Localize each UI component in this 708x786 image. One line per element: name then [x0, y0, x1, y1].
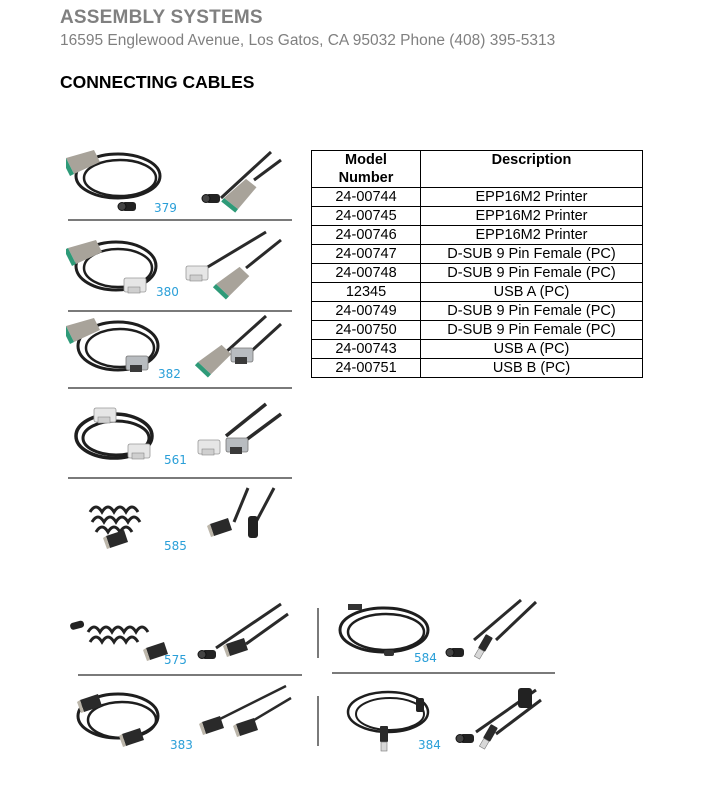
table-row: [312, 207, 643, 226]
cable-label-380: 380: [156, 285, 179, 299]
cable-label-575: 575: [164, 653, 187, 667]
cable-panel-561: [66, 396, 292, 476]
description-cell: EPP16M2 Printer: [421, 226, 643, 245]
divider: [332, 672, 555, 674]
model-cell: 24-00749: [312, 302, 421, 321]
cable-image-584: [326, 596, 556, 670]
cable-panel-380: [66, 228, 292, 308]
cable-panel-379: [66, 140, 292, 220]
model-table: [311, 150, 643, 378]
model-cell: 24-00743: [312, 340, 421, 359]
cable-panel-585: [66, 482, 292, 562]
description-cell: USB A (PC): [421, 340, 643, 359]
cable-label-379: 379: [154, 201, 177, 215]
table-header-row: [312, 151, 643, 188]
model-cell: 24-00748: [312, 264, 421, 283]
description-cell: EPP16M2 Printer: [421, 207, 643, 226]
cable-image-380: [66, 228, 292, 308]
cable-panel-382: [66, 312, 292, 386]
description-cell: D-SUB 9 Pin Female (PC): [421, 302, 643, 321]
description-cell: D-SUB 9 Pin Female (PC): [421, 321, 643, 340]
section-title: CONNECTING CABLES: [60, 72, 255, 92]
cable-panel-384: [326, 682, 556, 756]
description-cell: D-SUB 9 Pin Female (PC): [421, 264, 643, 283]
model-cell: 24-00750: [312, 321, 421, 340]
header-model-line2: Number: [338, 170, 394, 186]
company-address: 16595 Englewood Avenue, Los Gatos, CA 95032 Phone (408) 395-5313: [60, 32, 556, 49]
header-model-line1: Model: [345, 152, 387, 168]
cable-panel-383: [66, 682, 302, 756]
table-row: [312, 264, 643, 283]
description-cell: D-SUB 9 Pin Female (PC): [421, 245, 643, 264]
model-cell: 24-00745: [312, 207, 421, 226]
divider: [78, 674, 302, 676]
table-row: [312, 302, 643, 321]
cable-label-561: 561: [164, 453, 187, 467]
cable-label-383: 383: [170, 738, 193, 752]
table-row: [312, 283, 643, 302]
description-cell: USB B (PC): [421, 359, 643, 378]
cable-label-584: 584: [414, 651, 437, 665]
cable-panel-575: [66, 598, 302, 672]
model-cell: 24-00751: [312, 359, 421, 378]
table-row: [312, 188, 643, 207]
table-row: [312, 245, 643, 264]
table-row: [312, 340, 643, 359]
model-cell: 24-00744: [312, 188, 421, 207]
table-row: [312, 321, 643, 340]
header-model-number: [312, 151, 421, 188]
description-cell: USB A (PC): [421, 283, 643, 302]
vertical-divider: [317, 696, 319, 746]
vertical-divider: [317, 608, 319, 658]
table-row: [312, 226, 643, 245]
divider: [68, 477, 292, 479]
divider: [68, 219, 292, 221]
header-description: Description: [421, 151, 643, 188]
company-name: ASSEMBLY SYSTEMS: [60, 7, 263, 28]
cable-image-384: [326, 682, 556, 756]
divider: [68, 387, 292, 389]
cable-image-379: [66, 140, 292, 220]
table-row: [312, 359, 643, 378]
cable-label-382: 382: [158, 367, 181, 381]
cable-panel-584: [326, 596, 556, 670]
model-cell: 24-00746: [312, 226, 421, 245]
model-cell: 24-00747: [312, 245, 421, 264]
description-cell: EPP16M2 Printer: [421, 188, 643, 207]
cable-label-384: 384: [418, 738, 441, 752]
cable-label-585: 585: [164, 539, 187, 553]
model-cell: 12345: [312, 283, 421, 302]
